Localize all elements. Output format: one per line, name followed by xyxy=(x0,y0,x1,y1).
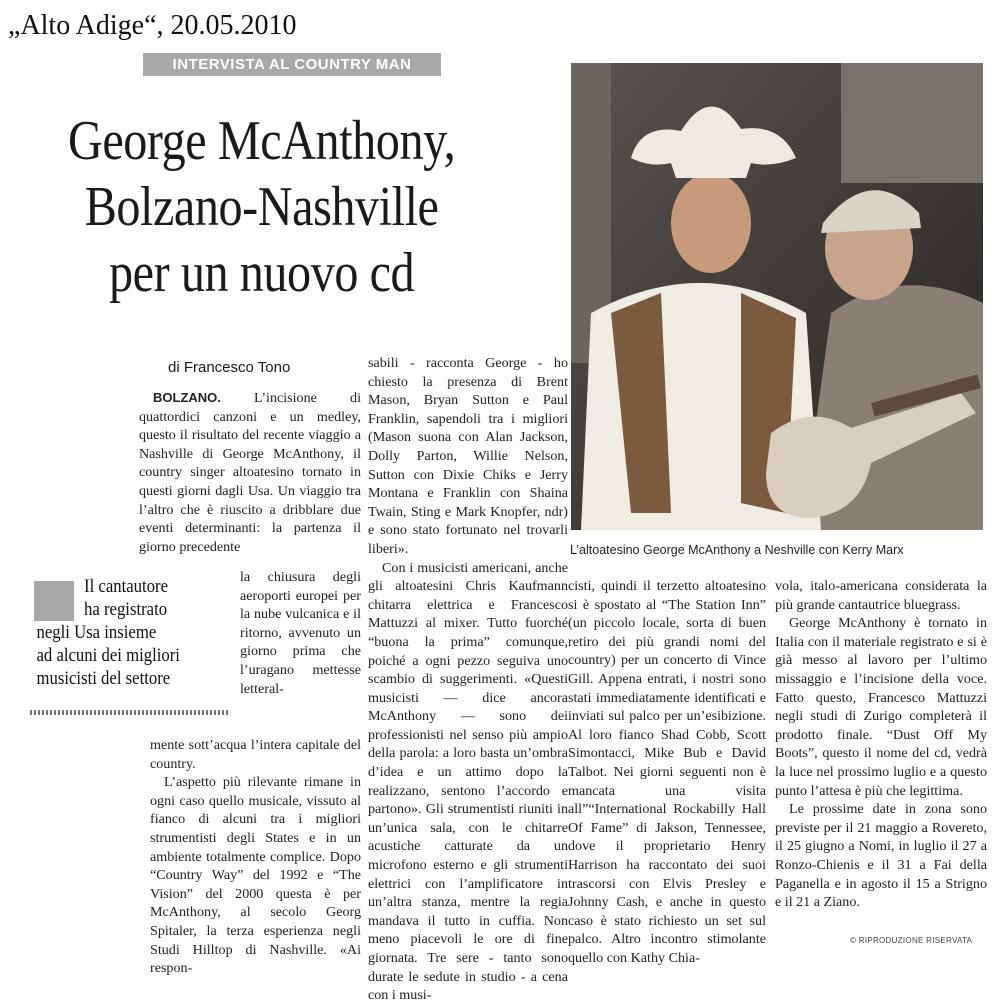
section-kicker: INTERVISTA AL COUNTRY MAN xyxy=(143,53,441,76)
article-column-2 xyxy=(368,354,568,1005)
article-photo xyxy=(571,63,983,530)
paragraph-1c: mente sott’acqua l’intera capitale del country. xyxy=(150,737,361,772)
pull-quote-line-5: musicisti del settore xyxy=(36,668,171,689)
paragraph-4: George McAnthony è tornato in Italia con il materiale registrato e si è già messo al lavoro per l’ultimo missaggio e l’incisione della voce. Fatto questo, Francesco Mattuzzi negli studi di Zurigo completerà il prodotto finale. “Dust Off My Boots”, questo il nome del cd, vedrà la luce nel prossimo luglio e a questo punto l’attesa è più che legittima. xyxy=(775,615,987,799)
paragraph-5: Le prossime date in zona sono previste per il 21 maggio a Rovereto, il 25 giugno a Nomi, in luglio il 27 a Ronzo-Chienis e il 31 a Fai della Paganella e in agosto il 15 a Strigno e il 21 a Ziano. xyxy=(775,801,987,911)
pull-quote xyxy=(30,575,230,715)
pull-quote-line-1: Il cantautore xyxy=(84,576,169,597)
headline-line-2: Bolzano-Nashville xyxy=(84,176,439,238)
photo-illustration xyxy=(571,63,983,530)
headline xyxy=(38,108,485,306)
byline: di Francesco Tono xyxy=(168,359,291,376)
copyright-notice: © RIPRODUZIONE RISERVATA xyxy=(850,936,973,945)
paragraph-3: Con i musicisti americani, anche gli altoatesini Chris Kaufmann chitarra elettrica e Francesco Mattuzzi al mixer. Tutto fuorché “buona la prima” comunque, poiché a ogni pezzo seguiva uno scambio di suggerimenti. «Questi musicisti — dice ancora McAnthony — sono dei professionisti nel senso più ampio della parola: a loro basta un’ombra d’idea e un attimo dopo la realizzano, sentono l’accordo e partono». Gli strumentisti riuniti in un’unica sala, con le chitarre acustiche catturate da un microfono esterno e gli strumenti elettrici con l’amplificatore in un’altra stanza, mentre la regia mandava il tutto in cuffia. Non meno piacevoli le ore di fine giornata. Tre sere - tanto sono durate le sedute in studio - a cena con i musi- xyxy=(368,559,568,1004)
paragraph-2-cont: sabili - racconta George - ho chiesto la presenza di Brent Mason, Bryan Sutton e Paul Franklin, sapendoli tra i migliori (Mason suona con Alan Jackson, Dolly Parton, Willie Nelson, Sutton con Dixie Chiks e Jerry Montana e Franklin con Shaina Twain, Sting e Mark Knopfer, ndr) e sono stato fortunato nel trovarli liberi». xyxy=(368,355,568,557)
paragraph-2: L’aspetto più rilevante rimane in ogni caso quello musicale, vissuto al fianco di alcuni tra i migliori strumentisti degli States e in un ambiente totalmente complice. Dopo “Country Way” del 1992 e “The Vision” del 2000 questa è per McAnthony, al secolo Georg Spitaler, la terza esperienza negli Studi Hilltop di Nashville. «Ai respon- xyxy=(150,774,361,977)
article-column-3 xyxy=(568,577,766,967)
paragraph-1b: la chiusura degli aeroporti europei per la nube vulcanica e il ritorno, avvenuto un giorno prima che l’uragano mettesse letteral- xyxy=(240,569,361,697)
source-label: „Alto Adige“, 20.05.2010 xyxy=(8,10,297,41)
dateline: BOLZANO. xyxy=(153,390,221,405)
paragraph-3-cont: cisti, quindi il terzetto altoatesino si è spostato al “The Station Inn” (un piccolo locale, sorta di buen retiro dei più grandi nomi del country) per un concerto di Vince Gill. Appena entrati, i nostri sono stati immediatamente identificati e inviati sul palco per un’esibizione. Al loro fianco Shad Cobb, Scott Simontacci, Mike Bub e David Talbot. Nei giorni seguenti non è mancata una visita all”“International Rockabilly Hall Of Fame” di Jakson, Tennessee, dove il proprietario Henry Harrison ha raccontato dei suoi trascorsi con Elvis Presley e Johnny Cash, e anche in questo caso è stato richiesto un set sul palco. Altro incontro stimolante quello con Kathy Chia- xyxy=(568,578,766,966)
paragraph-3-end: vola, italo-americana considerata la più grande cantautrice bluegrass. xyxy=(775,578,987,613)
article-column-1-bottom xyxy=(150,736,361,978)
article-column-1-top xyxy=(139,389,361,556)
pull-quote-line-3: negli Usa insieme xyxy=(36,622,157,643)
paragraph-1a: L’incisione di quattordici canzoni e un medley, questo il risultato del recente viaggio a Nashville di George McAnthony, il country singer altoatesino tornato in questi giorni dagli Usa. Un viaggio tra l’altro che è riuscito a dribblare due eventi determinanti: la partenza il giorno precedente xyxy=(139,390,361,555)
photo-caption: L’altoatesino George McAnthony a Neshville con Kerry Marx xyxy=(570,543,904,557)
headline-line-3: per un nuovo cd xyxy=(109,242,415,304)
headline-line-1: George McAnthony, xyxy=(67,110,456,172)
pull-quote-line-2: ha registrato xyxy=(84,599,168,620)
pull-quote-rule xyxy=(30,710,230,715)
pull-quote-marker xyxy=(34,581,74,621)
pull-quote-line-4: ad alcuni dei migliori xyxy=(36,645,180,666)
article-column-4 xyxy=(775,577,987,912)
